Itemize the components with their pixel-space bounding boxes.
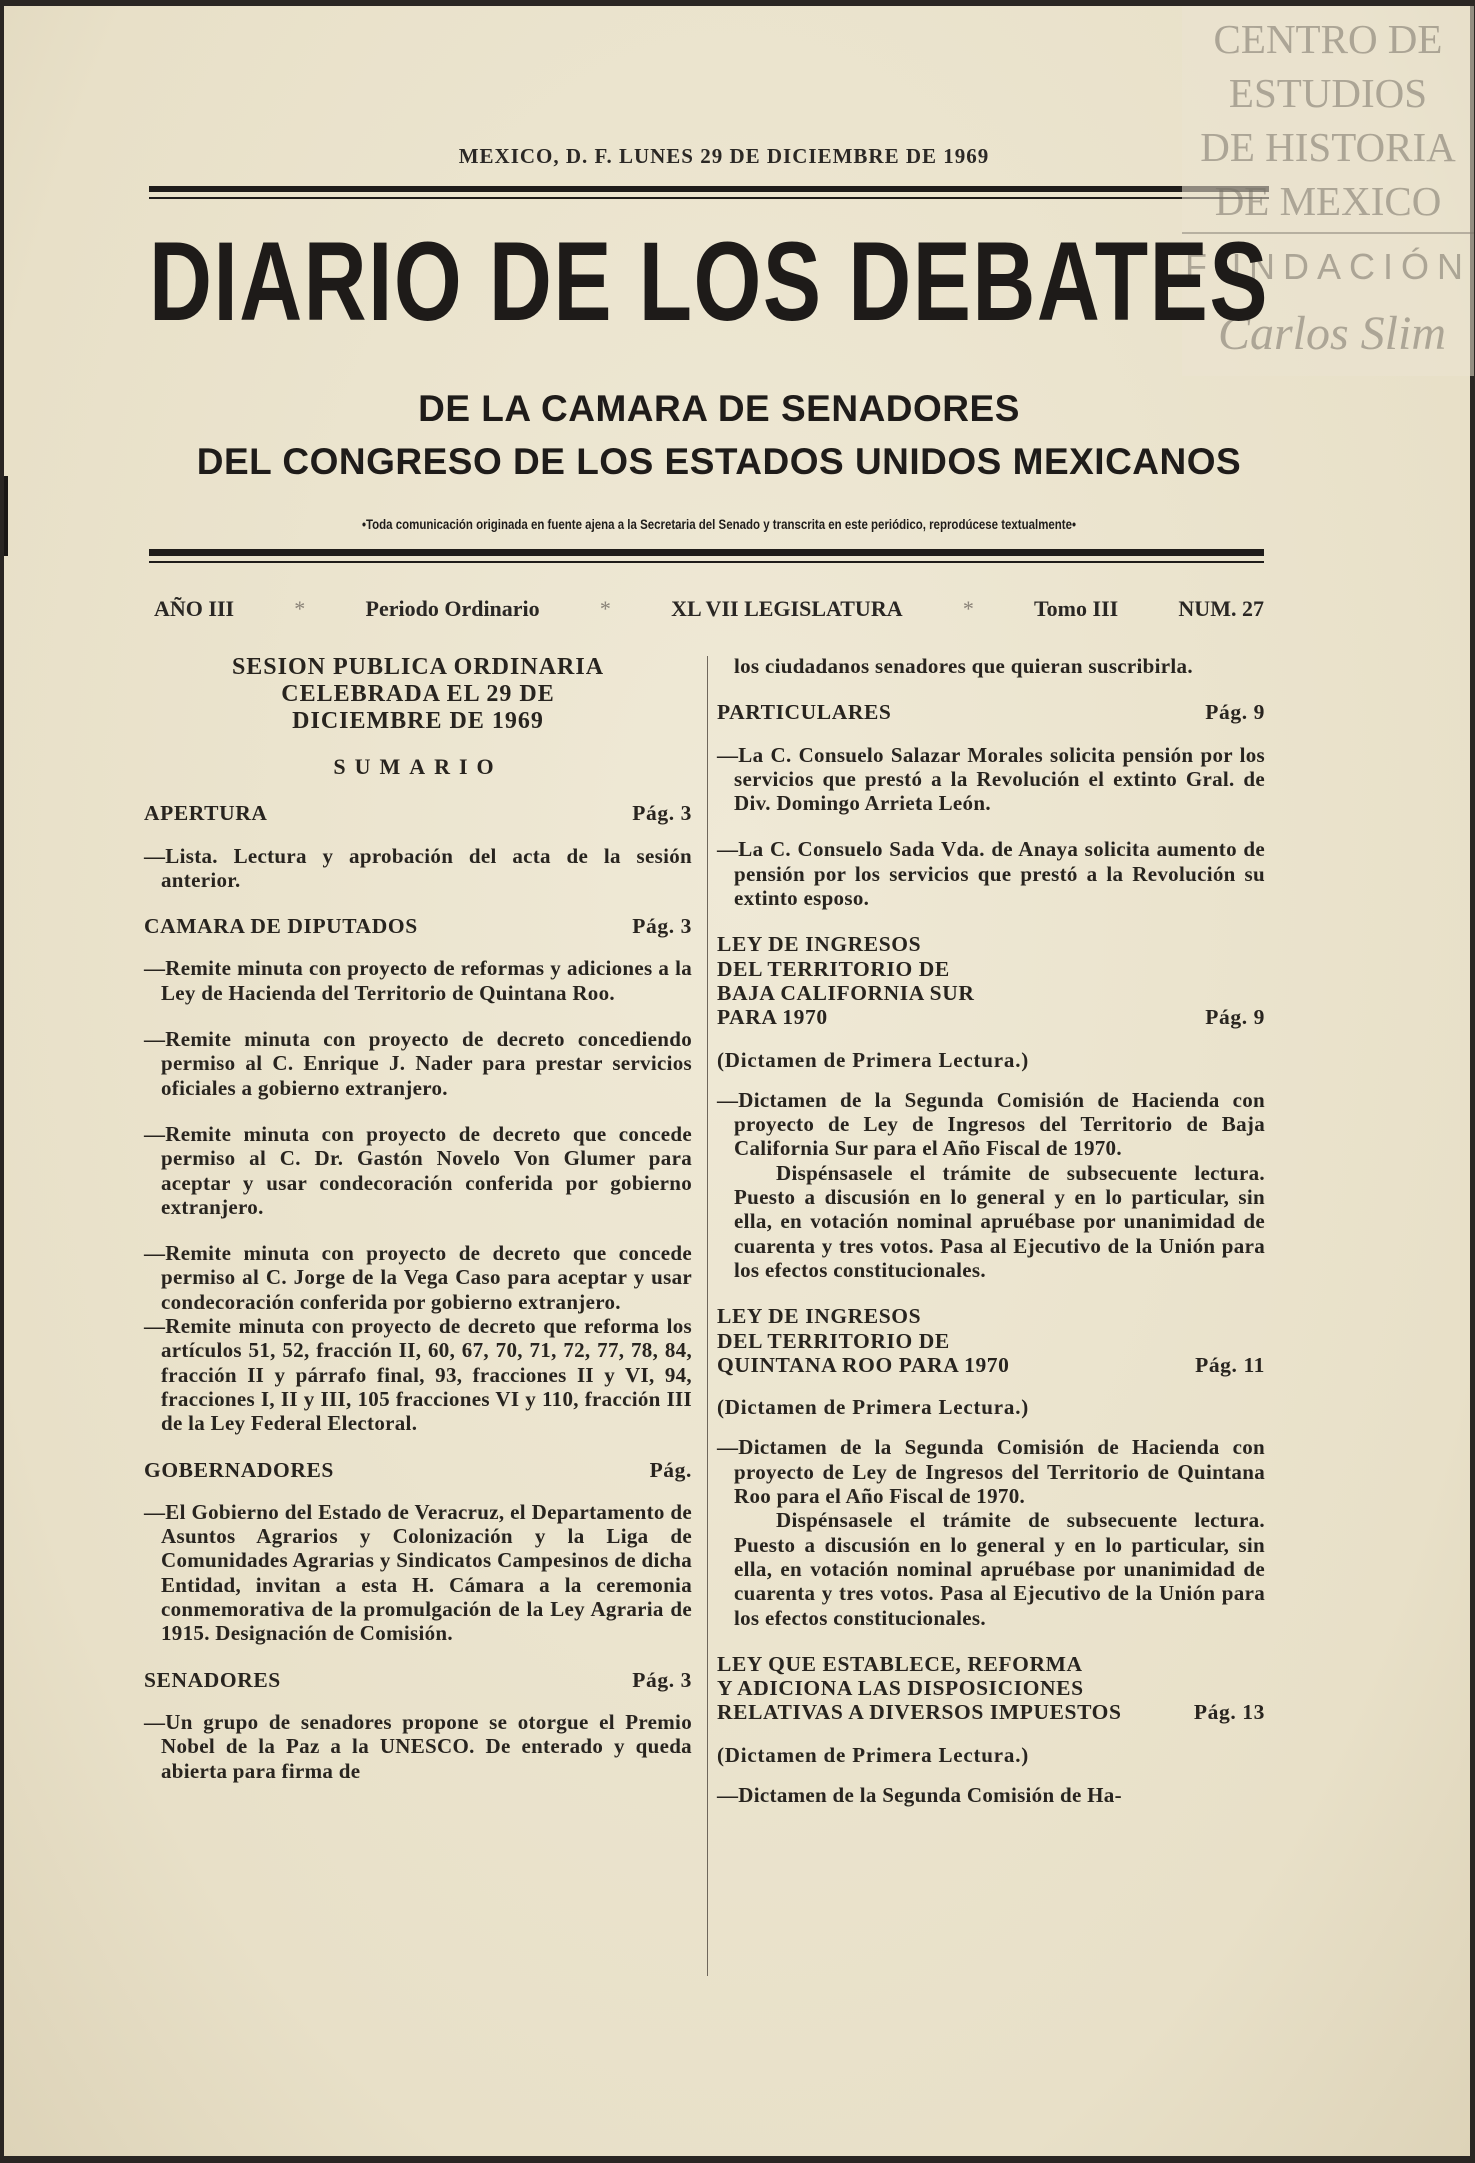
section-heading [144,1458,692,1482]
resolution-text: Dispénsasele el trámite de subsecuente lectura. Puesto a discusión en lo general y en lo particular, sin ella, en votación nominal apruébase por unanimidad de cuarenta y tres votos. Pasa al Ejecutivo de la Unión para los efectos constitucionales. [734,1160,1265,1282]
page-reference: Pág. 3 [632,914,692,939]
number-label: NUM. 27 [1178,596,1264,621]
page-reference: Pág. 9 [1205,700,1265,725]
subtitle-congreso: DEL CONGRESO DE LOS ESTADOS UNIDOS MEXICANOS [196,441,1242,482]
binding-edge [4,476,8,556]
section-heading [717,932,1265,1029]
summary-entry: —Remite minuta con proyecto de decreto que reforma los artículos 51, 52, fracción II, 60, 67, 70, 71, 72, 77, 78, 84, fracción II y párrafo final, 93, fracciones II y VI, 94, fracciones I, II y III, 105 fracciones VI y 110, fracción III de la Ley Federal Electoral. [144,1314,692,1436]
summary-entry: —La C. Consuelo Sada Vda. de Anaya solicita aumento de pensión por los servicios que prestó a la Revolución su extinto esposo. [717,837,1265,911]
section-heading [144,914,692,938]
page-reference: Pág. 3 [632,1667,692,1692]
section-title: LEY DE INGRESOS DEL TERRITORIO DE QUINTANA ROO PARA 1970 [717,1304,1010,1377]
period-label: Periodo Ordinario [365,596,540,621]
summary-entry: —Remite minuta con proyecto de decreto concediendo permiso al C. Enrique J. Nader para prestar servicios oficiales a gobierno extranjero. [144,1027,692,1100]
reading-note: (Dictamen de Primera Lectura.) [717,1742,1030,1767]
column-divider [707,656,708,1976]
summary-entry: —Un grupo de senadores propone se otorgue el Premio Nobel de la Paz a la UNESCO. De enterado y queda abierta para firma de [144,1709,692,1783]
year-label: AÑO III [154,596,235,621]
reading-note: (Dictamen de Primera Lectura.) [717,1047,1030,1072]
watermark-fundacion: FUNDACIÓN [1185,246,1471,287]
section-title: GOBERNADORES [144,1457,334,1482]
masthead-bottom-rule-thin [149,561,1264,563]
section-title: CAMARA DE DIPUTADOS [144,914,418,939]
section-heading [717,700,1265,724]
section-title: LEY QUE ESTABLECE, REFORMA Y ADICIONA LAS DISPOSICIONES RELATIVAS A DIVERSOS IMPUESTOS [717,1651,1122,1725]
section-heading [717,1652,1265,1725]
summary-entry: —Dictamen de la Segunda Comisión de Ha- [717,1782,1122,1807]
notice-line: •Toda comunicación originada en fuente ajena a la Secretaria del Senado y transcrita en este periódico, reprodúcese textualmente• [361,516,1077,532]
summary-entry: —Remite minuta con proyecto de decreto que concede permiso al C. Dr. Gastón Novelo Von Glumer para aceptar y usar condecoración conferida por gobierno extranjero. [144,1121,692,1219]
issue-info-row [154,596,1264,622]
summary-entry: —La C. Consuelo Salazar Morales solicita pensión por los servicios que prestó a la Revolución el extinto Gral. de Div. Domingo Arrieta León. [717,742,1265,816]
separator-star: * [962,596,974,621]
summary-entry: —El Gobierno del Estado de Veracruz, el Departamento de Asuntos Agrarios y Colonización y la Liga de Comunidades Agrarias y Sindicatos Campesinos de dicha Entidad, invitan a esta H. Cámara a la ceremonia conmemorativa de la promulgación de la Ley Agraria de 1915. Designación de Comisión. [144,1499,692,1646]
watermark-signature: Carlos Slim [1217,307,1447,360]
subtitle-camara: DE LA CAMARA DE SENADORES [418,388,1020,429]
top-rule-thin [149,197,1269,199]
separator-star: * [599,596,611,621]
separator-star: * [294,596,306,621]
summary-entry: —Remite minuta con proyecto de reformas y adiciones a la Ley de Hacienda del Territorio de Quintana Roo. [144,956,692,1005]
section-heading [144,1668,692,1692]
page-reference: Pág. 3 [632,801,692,826]
top-rule [149,186,1269,192]
page-reference: Pág. 9 [1205,1005,1265,1030]
issue-date: MEXICO, D. F. LUNES 29 DE DICIEMBRE DE 1969 [458,144,990,168]
summary-heading: SUMARIO [333,754,503,779]
right-column [717,654,1265,1829]
summary-entry: —Dictamen de la Segunda Comisión de Hacienda con proyecto de Ley de Ingresos del Territorio de Quintana Roo para el Año Fiscal de 1970. [717,1435,1265,1509]
resolution-text: Dispénsasele el trámite de subsecuente lectura. Puesto a discusión en lo general y en lo particular, sin ella, en votación nominal apruébase por unanimidad de cuarenta y tres votos. Pasa al Ejecutivo de la Unión para los efectos constitucionales. [734,1508,1265,1630]
section-heading [144,801,692,825]
left-column [144,654,692,1805]
page-reference: Pág. 13 [1193,1700,1265,1725]
legislature-label: XL VII LEGISLATURA [671,596,903,621]
continued-text: los ciudadanos senadores que quieran suscribirla. [734,654,1193,678]
masthead [149,219,1269,345]
page-reference: Pág. [649,1457,692,1482]
section-heading [717,1304,1265,1377]
masthead-title: DIARIO DE LOS DEBATES [149,219,1269,345]
summary-entry: —Lista. Lectura y aprobación del acta de la sesión anterior. [144,843,692,892]
watermark-centro: CENTRO DE ESTUDIOS DE HISTORIA DE MEXICO [1200,16,1456,224]
newspaper-page [4,6,1470,2156]
section-title: APERTURA [144,801,268,826]
reading-note: (Dictamen de Primera Lectura.) [717,1395,1030,1420]
summary-entry: —Dictamen de la Segunda Comisión de Hacienda con proyecto de Ley de Ingresos del Territorio de Baja California Sur para el Año Fiscal de 1970. [717,1087,1265,1161]
session-title: SESION PUBLICA ORDINARIA CELEBRADA EL 29 DE DICIEMBRE DE 1969 [231,654,605,734]
summary-entry: —Remite minuta con proyecto de decreto que concede permiso al C. Jorge de la Vega Caso para aceptar y usar condecoración conferida por gobierno extranjero. [144,1241,692,1314]
page-reference: Pág. 11 [1195,1352,1265,1377]
volume-label: Tomo III [1034,596,1119,621]
section-title: PARTICULARES [717,700,892,725]
section-title: LEY DE INGRESOS DEL TERRITORIO DE BAJA CALIFORNIA SUR PARA 1970 [717,932,975,1030]
section-title: SENADORES [144,1667,281,1692]
masthead-bottom-rule [149,549,1264,556]
